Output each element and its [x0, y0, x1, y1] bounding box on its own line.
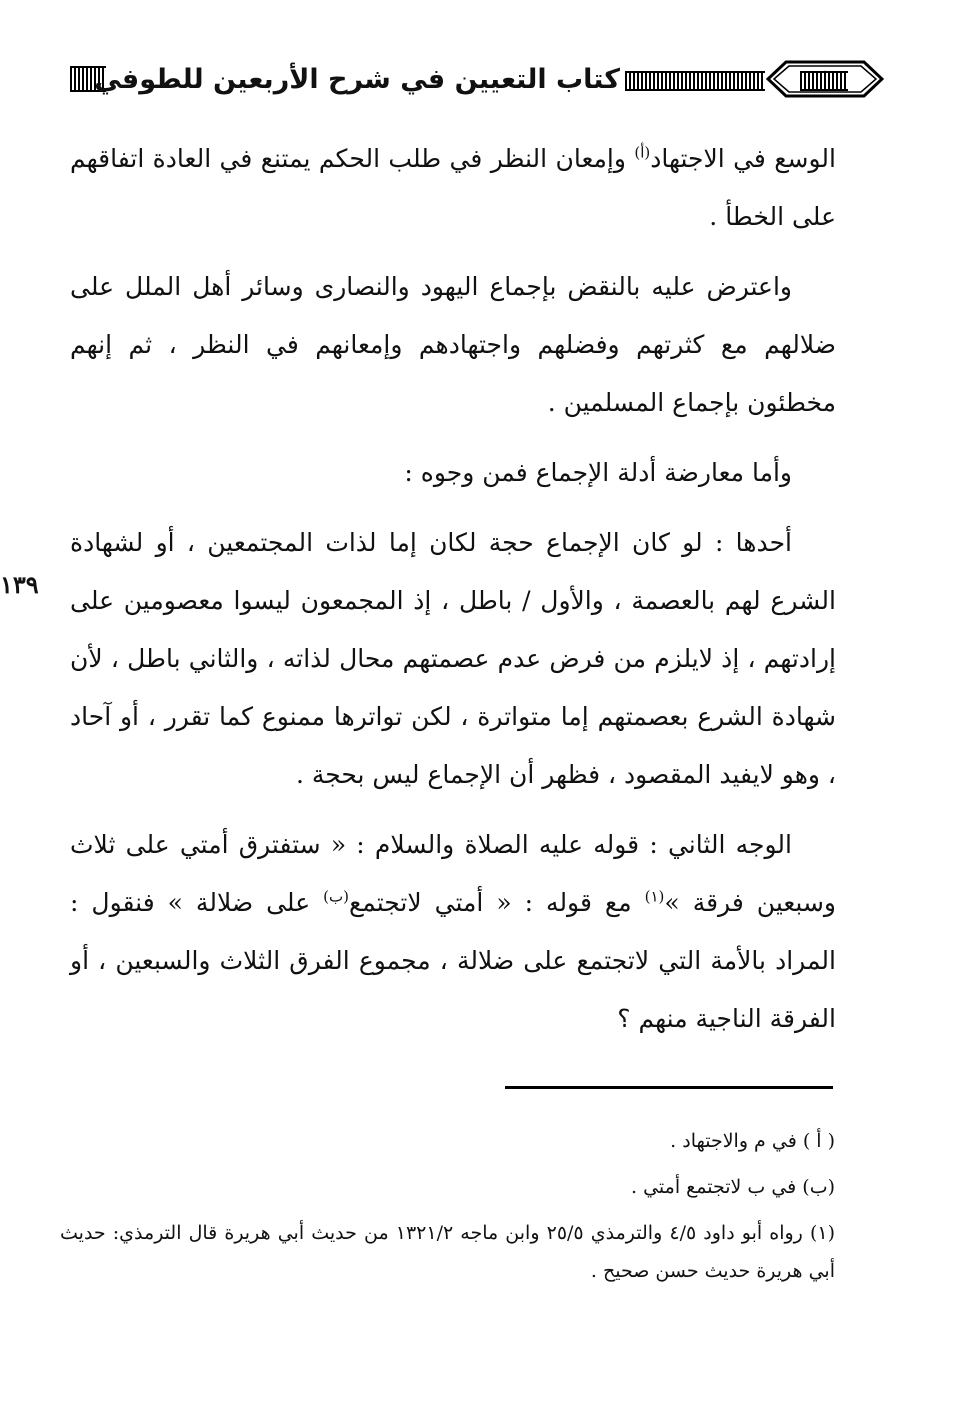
book-title: كتاب التعيين في شرح الأربعين للطوفي — [94, 64, 620, 95]
footnote-b: (ب) في ب لاتجتمع أمتي . — [631, 1176, 835, 1198]
paragraph-5 — [70, 816, 836, 1048]
text-span: الوجه الثاني : قوله عليه الصلاة والسلام : « ستفترق أمتي على ثلاث وسبعين فرقة » — [70, 830, 836, 917]
footnote-marker: (١) — [644, 887, 665, 906]
running-header — [60, 58, 850, 118]
paragraph-1 — [70, 130, 836, 246]
margin-folio-number: ١٣٩ — [0, 570, 39, 599]
text-span: على ضلالة » فنقول : المراد بالأمة التي لاتجتمع على ضلالة ، مجموع الفرق الثلاث والسبعين ، أو الفرقة الناجية منهم ؟ — [70, 888, 836, 1033]
text-span: الوسع في الاجتهاد — [650, 144, 836, 173]
footnote-marker: (ب) — [323, 887, 349, 906]
main-text — [70, 130, 836, 1060]
header-ornament-right — [800, 71, 848, 91]
paragraph-3: وأما معارضة أدلة الإجماع فمن وجوه : — [404, 458, 792, 487]
footnote-1: (١) رواه أبو داود ٤/٥ والترمذي ٢٥/٥ وابن ماجه ١٣٢١/٢ من حديث أبي هريرة قال الترمذي: حديث أبي هريرة حديث حسن صحيح . — [60, 1222, 835, 1282]
paragraph-4: أحدها : لو كان الإجماع حجة لكان إما لذات المجتمعين ، أو لشهادة الشرع لهم بالعصمة ، والأول / باطل ، إذ المجمعون ليسوا معصومين على إرادتهم ، إذ لايلزم من فرض عدم عصمتهم محال لذاته ، والثاني باطل ، لأن شهادة الشرع بعصمتهم إما متواترة ، لكن تواترها ممنوع كما تقرر ، أو آحاد ، وهو لايفيد المقصود ، فظهر أن الإجماع ليس بحجة . — [70, 528, 836, 789]
footnote-marker: (أ) — [634, 143, 651, 162]
text-span: مع قوله : « أمتي لاتجتمع — [348, 888, 645, 917]
footnote-a: ( أ ) في م والاجتهاد . — [670, 1130, 835, 1152]
header-ornament-middle — [625, 71, 765, 91]
text-span: وإمعان النظر في طلب الحكم يمتنع في العادة اتفاقهم على الخطأ . — [70, 144, 836, 231]
footnotes — [60, 1122, 835, 1298]
footnote-separator — [505, 1086, 833, 1089]
paragraph-2: واعترض عليه بالنقض بإجماع اليهود والنصارى وسائر أهل الملل على ضلالهم مع كثرتهم وفضلهم واجتهادهم وإمعانهم في النظر ، ثم إنهم مخطئون بإجماع المسلمين . — [70, 272, 836, 417]
